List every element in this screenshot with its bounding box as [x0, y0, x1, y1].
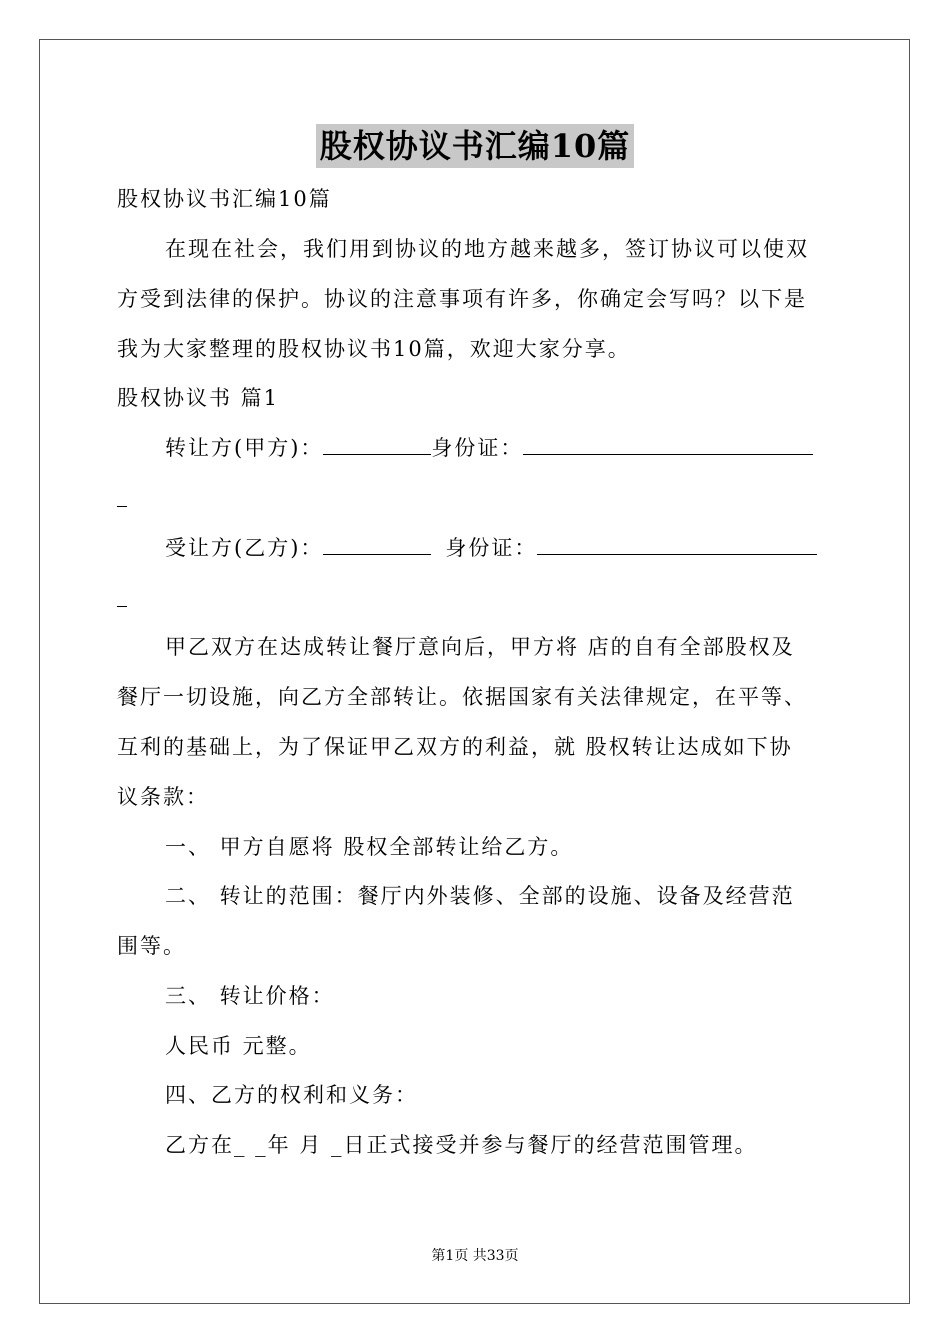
transferor-name-blank — [323, 434, 431, 455]
title-container — [0, 124, 950, 168]
transferor-id-blank — [523, 434, 813, 455]
main-para-line-2: 餐厅一切设施，向乙方全部转让。依据国家有关法律规定，在平等、 — [117, 685, 807, 709]
main-para-line-1: 甲乙双方在达成转让餐厅意向后，甲方将 店的自有全部股权及 — [165, 635, 795, 659]
transferor-line — [165, 434, 813, 462]
main-para-line-3: 互利的基础上，为了保证甲乙双方的利益，就 股权转让达成如下协 — [117, 735, 793, 759]
main-para-line-4: 议条款： — [117, 785, 209, 809]
price-line: 人民币 元整。 — [165, 1034, 312, 1058]
page-footer: 第1页 共33页 — [431, 1248, 519, 1264]
id-label-1: 身份证： — [431, 436, 524, 460]
id-label-2: 身份证： — [445, 536, 538, 560]
clause-3: 三、 转让价格： — [165, 984, 335, 1008]
transferee-line — [165, 534, 817, 562]
clause-4: 四、乙方的权利和义务： — [165, 1083, 418, 1107]
intro-line-2: 方受到法律的保护。协议的注意事项有许多，你确定会写吗？以下是 — [117, 287, 807, 311]
section-heading: 股权协议书 篇1 — [117, 386, 280, 410]
clause-2-line-2: 围等。 — [117, 934, 186, 958]
clause-1: 一、 甲方自愿将 股权全部转让给乙方。 — [165, 835, 574, 859]
intro-line-1: 在现在社会，我们用到协议的地方越来越多，签订协议可以使双 — [165, 237, 809, 261]
date-line: 乙方在_ _年 月 _日正式接受并参与餐厅的经营范围管理。 — [165, 1133, 758, 1157]
document-title: 股权协议书汇编10篇 — [316, 124, 635, 168]
transferee-label: 受让方(乙方)： — [165, 536, 324, 560]
intro-line-3: 我为大家整理的股权协议书10篇，欢迎大家分享。 — [117, 337, 631, 361]
page-border — [39, 39, 910, 1304]
transferee-id-blank — [537, 534, 817, 555]
transferee-id-blank-continuation — [117, 606, 127, 607]
clause-2-line-1: 二、 转让的范围：餐厅内外装修、全部的设施、设备及经营范 — [165, 884, 795, 908]
transferor-id-blank-continuation — [117, 506, 127, 507]
transferor-label: 转让方(甲方)： — [165, 436, 324, 460]
transferee-name-blank — [323, 534, 431, 555]
document-subtitle: 股权协议书汇编10篇 — [117, 187, 332, 211]
